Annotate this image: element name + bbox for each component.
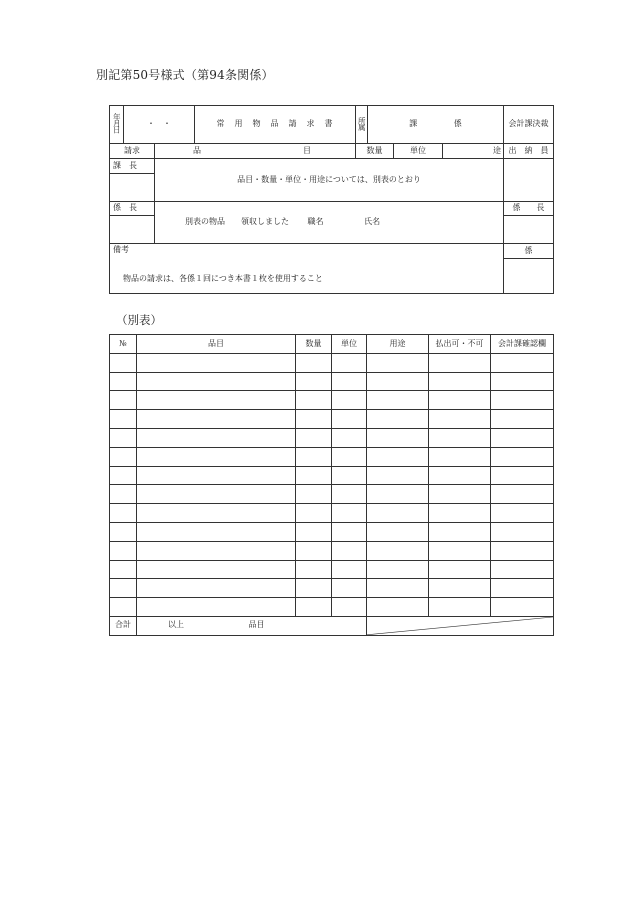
quantity-cell[interactable] <box>296 391 332 410</box>
table-row <box>110 541 554 560</box>
col-header-unit: 単位 <box>332 335 367 354</box>
table-row <box>110 391 554 410</box>
accounting-check-cell[interactable] <box>491 560 554 579</box>
no-cell[interactable] <box>110 560 137 579</box>
quantity-cell[interactable] <box>296 447 332 466</box>
unit-cell[interactable] <box>332 541 367 560</box>
clerk-seal-box[interactable] <box>504 259 554 294</box>
quantity-header: 数量 <box>356 144 394 159</box>
purpose-cell[interactable] <box>367 504 429 523</box>
section-label: 課 <box>409 119 418 129</box>
quantity-cell[interactable] <box>296 466 332 485</box>
accounting-check-cell[interactable] <box>491 598 554 617</box>
date-input[interactable]: ・ ・ <box>124 106 195 144</box>
quantity-cell[interactable] <box>296 428 332 447</box>
col-header-item: 品目 <box>137 335 296 354</box>
section-chief-seal-box[interactable] <box>110 174 155 202</box>
purpose-cell[interactable] <box>367 541 429 560</box>
accounting-check-cell[interactable] <box>491 447 554 466</box>
diagonal-line <box>367 617 553 635</box>
col-header-no: № <box>110 335 137 354</box>
disbursable-cell[interactable] <box>429 541 491 560</box>
unit-cell[interactable] <box>332 428 367 447</box>
item-cell[interactable] <box>137 447 296 466</box>
clerk-label: 係 <box>504 244 554 259</box>
unit-cell[interactable] <box>332 485 367 504</box>
disbursable-cell[interactable] <box>429 447 491 466</box>
total-ijo-label: 以上 <box>168 620 184 630</box>
item-cell[interactable] <box>137 372 296 391</box>
accounting-check-cell[interactable] <box>491 579 554 598</box>
unit-cell[interactable] <box>332 522 367 541</box>
no-cell[interactable] <box>110 447 137 466</box>
table-row <box>110 522 554 541</box>
item-cell[interactable] <box>137 522 296 541</box>
accounting-check-cell[interactable] <box>491 410 554 429</box>
unit-chief-right-label: 係 長 <box>504 202 554 216</box>
date-label-cell: 年月日 <box>110 106 124 144</box>
quantity-cell[interactable] <box>296 541 332 560</box>
disbursable-cell[interactable] <box>429 372 491 391</box>
accounting-check-cell[interactable] <box>491 541 554 560</box>
item-note: 品目・数量・単位・用途については、別表のとおり <box>155 159 504 202</box>
request-form <box>109 105 554 294</box>
unit-cell[interactable] <box>332 410 367 429</box>
accounting-check-cell[interactable] <box>491 485 554 504</box>
table-row <box>110 428 554 447</box>
item-cell[interactable] <box>137 485 296 504</box>
unit-cell[interactable] <box>332 447 367 466</box>
purpose-cell[interactable] <box>367 428 429 447</box>
purpose-cell[interactable] <box>367 485 429 504</box>
disbursable-cell[interactable] <box>429 522 491 541</box>
unit-cell[interactable] <box>332 353 367 372</box>
purpose-cell[interactable] <box>367 353 429 372</box>
remarks-text: 物品の請求は、各係１回につき本書１枚を使用すること <box>123 273 323 283</box>
attachment-title: （別表） <box>116 313 162 327</box>
no-cell[interactable] <box>110 485 137 504</box>
quantity-cell[interactable] <box>296 598 332 617</box>
item-cell[interactable] <box>137 541 296 560</box>
affiliation-label: 所属 <box>356 106 368 144</box>
no-cell[interactable] <box>110 504 137 523</box>
unit-chief-label: 係 長 <box>110 202 155 216</box>
cashier-header: 出 納 員 <box>504 144 554 159</box>
purpose-cell[interactable] <box>367 560 429 579</box>
unit-cell[interactable] <box>332 598 367 617</box>
quantity-cell[interactable] <box>296 485 332 504</box>
item-cell[interactable] <box>137 466 296 485</box>
quantity-cell[interactable] <box>296 353 332 372</box>
disbursable-cell[interactable] <box>429 410 491 429</box>
disbursable-cell[interactable] <box>429 504 491 523</box>
total-diagonal-cell <box>367 616 554 635</box>
unit-cell[interactable] <box>332 560 367 579</box>
disbursable-cell[interactable] <box>429 579 491 598</box>
col-header-purpose: 用途 <box>367 335 429 354</box>
no-cell[interactable] <box>110 428 137 447</box>
document-title: 常 用 物 品 請 求 書 <box>195 106 356 144</box>
disbursable-cell[interactable] <box>429 466 491 485</box>
unit-label: 係 <box>453 119 462 129</box>
item-cell[interactable] <box>137 579 296 598</box>
purpose-cell[interactable] <box>367 466 429 485</box>
no-cell[interactable] <box>110 391 137 410</box>
col-header-accounting-check: 会計課確認欄 <box>491 335 554 354</box>
attachment-table <box>109 334 554 636</box>
no-cell[interactable] <box>110 466 137 485</box>
form-title: 別記第50号様式（第94条関係） <box>96 68 274 82</box>
unit-cell[interactable] <box>332 579 367 598</box>
affiliation-field[interactable] <box>368 106 504 144</box>
item-cell[interactable] <box>137 598 296 617</box>
unit-chief-right-seal-box[interactable] <box>504 216 554 244</box>
item-cell[interactable] <box>137 428 296 447</box>
unit-cell[interactable] <box>332 372 367 391</box>
receipt-area <box>155 202 504 244</box>
disbursable-cell[interactable] <box>429 598 491 617</box>
unit-cell[interactable] <box>332 504 367 523</box>
item-cell[interactable] <box>137 353 296 372</box>
item-cell[interactable] <box>137 560 296 579</box>
accounting-check-cell[interactable] <box>491 504 554 523</box>
total-row <box>110 616 554 635</box>
item-cell[interactable] <box>137 391 296 410</box>
unit-cell[interactable] <box>332 391 367 410</box>
quantity-cell[interactable] <box>296 522 332 541</box>
accounting-check-cell[interactable] <box>491 391 554 410</box>
no-cell[interactable] <box>110 353 137 372</box>
quantity-cell[interactable] <box>296 372 332 391</box>
no-cell[interactable] <box>110 598 137 617</box>
col-header-quantity: 数量 <box>296 335 332 354</box>
total-items-cell[interactable] <box>137 616 367 635</box>
purpose-cell[interactable] <box>367 447 429 466</box>
quantity-cell[interactable] <box>296 504 332 523</box>
table-row <box>110 410 554 429</box>
no-cell[interactable] <box>110 410 137 429</box>
disbursable-cell[interactable] <box>429 428 491 447</box>
purpose-cell[interactable] <box>367 372 429 391</box>
table-row <box>110 579 554 598</box>
unit-cell[interactable] <box>332 466 367 485</box>
cashier-seal-box[interactable] <box>504 159 554 202</box>
table-row <box>110 372 554 391</box>
unit-header: 単位 <box>394 144 443 159</box>
purpose-header: 途 <box>443 144 504 159</box>
attachment-header-row <box>110 335 554 354</box>
total-label: 合計 <box>110 616 137 635</box>
item-cell[interactable] <box>137 410 296 429</box>
section-chief-label: 課 長 <box>110 159 155 174</box>
purpose-cell[interactable] <box>367 522 429 541</box>
accounting-check-cell[interactable] <box>491 466 554 485</box>
unit-chief-seal-box[interactable] <box>110 216 155 244</box>
quantity-cell[interactable] <box>296 410 332 429</box>
receipt-text: 別表の物品 領収しました <box>185 217 289 227</box>
item-header: 品 目 <box>155 144 356 159</box>
col-header-disbursable: 払出可・不可 <box>429 335 491 354</box>
no-cell[interactable] <box>110 541 137 560</box>
disbursable-cell[interactable] <box>429 485 491 504</box>
table-row <box>110 466 554 485</box>
no-cell[interactable] <box>110 372 137 391</box>
quantity-cell[interactable] <box>296 560 332 579</box>
table-row <box>110 485 554 504</box>
purpose-cell[interactable] <box>367 598 429 617</box>
purpose-cell[interactable] <box>367 410 429 429</box>
quantity-cell[interactable] <box>296 579 332 598</box>
requester-header: 請求 <box>110 144 155 159</box>
disbursable-cell[interactable] <box>429 353 491 372</box>
purpose-cell[interactable] <box>367 579 429 598</box>
item-cell[interactable] <box>137 504 296 523</box>
remarks-area <box>110 244 504 294</box>
table-row <box>110 504 554 523</box>
table-row <box>110 447 554 466</box>
accounting-approval-header: 会計課決裁 <box>504 106 554 144</box>
name-label: 氏名 <box>364 217 381 227</box>
disbursable-cell[interactable] <box>429 391 491 410</box>
accounting-check-cell[interactable] <box>491 428 554 447</box>
purpose-cell[interactable] <box>367 391 429 410</box>
total-item-label: 品目 <box>248 620 265 630</box>
position-label: 職名 <box>307 217 324 227</box>
disbursable-cell[interactable] <box>429 560 491 579</box>
table-row <box>110 598 554 617</box>
table-row <box>110 560 554 579</box>
accounting-check-cell[interactable] <box>491 372 554 391</box>
accounting-check-cell[interactable] <box>491 353 554 372</box>
table-row <box>110 353 554 372</box>
no-cell[interactable] <box>110 522 137 541</box>
no-cell[interactable] <box>110 579 137 598</box>
accounting-check-cell[interactable] <box>491 522 554 541</box>
remarks-label: 備考 <box>113 245 129 254</box>
